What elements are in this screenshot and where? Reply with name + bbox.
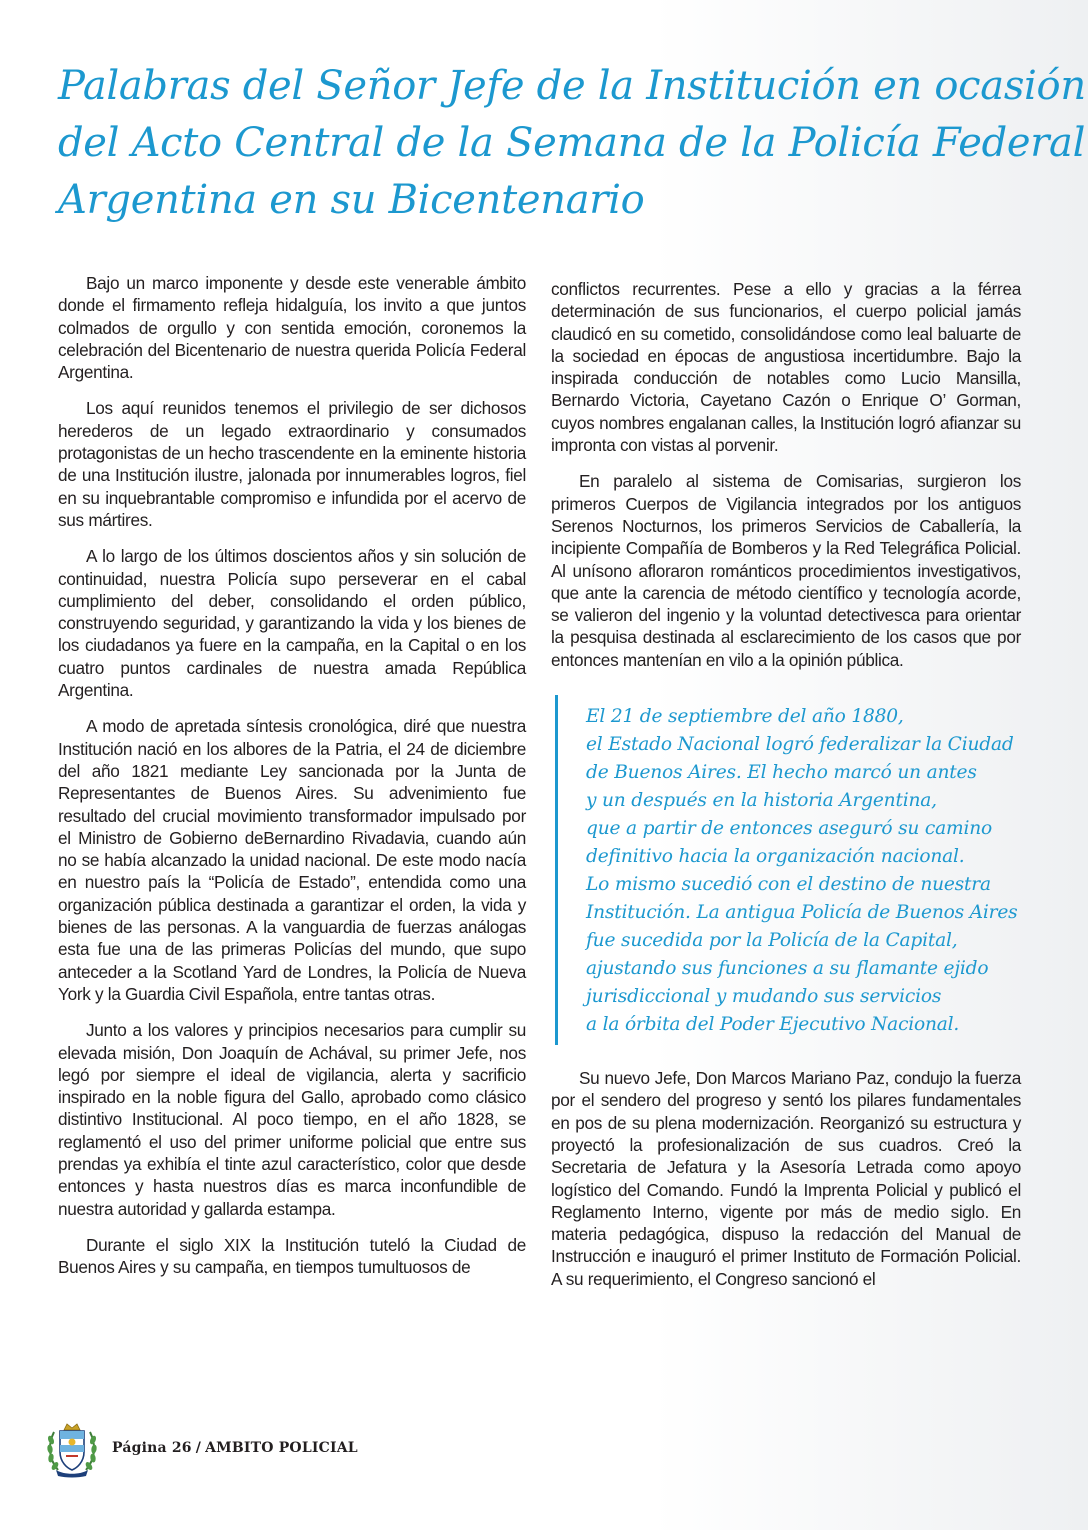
- quote-line: jurisdiccional y mudando sus servicios: [586, 986, 942, 1008]
- body-paragraph: Durante el siglo XIX la Institución tuteló la Ciudad de Buenos Aires y su campaña, en tiempos tumultuosos de: [58, 1234, 526, 1278]
- body-paragraph: Su nuevo Jefe, Don Marcos Mariano Paz, condujo la fuerza por el sendero del progreso y sentó los pilares fundamentales en pos de su plena modernización. Reorganizó su estructura y proyectó la profesionalización de sus cuadros. Creó la Secretaria de Jefatura y la Asesoría Letrada como apoyo logístico del Comando. Fundó la Imprenta Policial y publicó el Reglamento Interno, vigente por más de medio siglo. En materia pedagógica, dispuso la redacción del Manual de Instrucción e inauguró el primer Instituto de Formación Policial. A su requerimiento, el Congreso sancionó el: [551, 1068, 1021, 1289]
- body-paragraph: Los aquí reunidos tenemos el privilegio de ser dichosos herederos de un legado extraordinario y consumados protagonistas de un hecho trascendente en la eminente historia de una Institución ilustre, jalonada por innumerables logros, fiel en su inquebrantable compromiso e infundida por el acervo de sus mártires.: [58, 398, 526, 530]
- quote-line: de Buenos Aires. El hecho marcó un antes: [586, 762, 977, 784]
- police-crest-icon: [44, 1418, 100, 1478]
- publication-name: AMBITO POLICIAL: [205, 1440, 358, 1456]
- title-line: Argentina en su Bicentenario: [58, 177, 645, 223]
- body-paragraph-continuation: conflictos recurrentes. Pese a ello y gracias a la férrea determinación de sus funcionarios, el cuerpo policial jamás claudicó en su cometido, consolidándose como leal baluarte de la sociedad en épocas de angustiosa incertidumbre. Bajo la inspirada conducción de notables como Lucio Mansilla, Bernardo Victoria, Cayetano Cazón o Enrique O’ Gorman, cuyos nombres engalanan calles, la Institución logró afianzar su impronta con vistas al porvenir.: [551, 279, 1021, 456]
- quote-line: Institución. La antigua Policía de Buenos Aires: [586, 902, 1018, 924]
- body-paragraph: A modo de apretada síntesis cronológica, diré que nuestra Institución nació en los albores de la Patria, el 24 de diciembre del año 1821 mediante Ley sancionada por la Junta de Representantes de Buenos Aires. Su advenimiento fue resultado del crucial movimiento transformador impulsado por el Ministro de Gobierno deBernardino Rivadavia, cuando aún no se había alcanzado la unidad nacional. De este modo nacía en nuestro país la “Policía de Estado”, entendida como una organización pública destinada a garantizar el orden, la vida y bienes de las personas. A la vanguardia de fuerzas análogas esta fue una de las primeras Policías del mundo, que supo anteceder a la Scotland Yard de Londres, la Policía de Nueva York y la Guardia Civil Española, entre tantas otras.: [58, 716, 526, 1004]
- quote-line: El 21 de septiembre del año 1880,: [586, 706, 904, 728]
- body-paragraph: Bajo un marco imponente y desde este venerable ámbito donde el firmamento refleja hidalguía, los invito a que juntos colmados de orgullo y con sentida emoción, coronemos la celebración del Bicentenario de nuestra querida Policía Federal Argentina.: [58, 273, 526, 383]
- quote-line: que a partir de entonces aseguró su camino: [586, 818, 992, 840]
- right-column: [551, 278, 1021, 1304]
- page-label: [112, 1440, 358, 1456]
- quote-line: Lo mismo sucedió con el destino de nuestra: [586, 874, 991, 896]
- article-title: [58, 58, 1086, 229]
- left-column: [58, 272, 526, 1292]
- quote-line: fue sucedida por la Policía de la Capital,: [586, 930, 958, 952]
- quote-line: el Estado Nacional logró federalizar la Ciudad: [586, 734, 1014, 756]
- body-paragraph: Junto a los valores y principios necesarios para cumplir su elevada misión, Don Joaquín de Achával, su primer Jefe, nos legó por siempre el ideal de vigilancia, alerta y sacrificio inspirado en la noble figura del Gallo, aprobado como clásico distintivo Institucional. Al poco tiempo, en el año 1828, se reglamentó el uso del primer uniforme policial que entre sus prendas ya exhibía el tinte azul característico, color que desde entonces y hasta nuestros días es marca inconfundible de nuestra autoridad y gallarda estampa.: [58, 1020, 526, 1219]
- quote-line: definitivo hacia la organización nacional.: [586, 846, 965, 868]
- body-paragraph: En paralelo al sistema de Comisarias, surgieron los primeros Cuerpos de Vigilancia integrados por los antiguos Serenos Nocturnos, los primeros Servicios de Caballería, la incipiente Compañía de Bomberos y la Red Telegráfica Policial. Al unísono afloraron románticos procedimientos investigativos, que ante la carencia de método científico y tecnología acorde, se valieron del ingenio y la voluntad detectivesca para orientar la pesquisa destinada al esclarecimiento de los casos que por entonces mantenían en vilo a la opinión pública.: [551, 471, 1021, 670]
- quote-line: ajustando sus funciones a su flamante ejido: [586, 958, 989, 980]
- title-line: Palabras del Señor Jefe de la Institución en ocasión: [58, 63, 1086, 109]
- title-line: del Acto Central de la Semana de la Policía Federal: [58, 120, 1086, 166]
- body-paragraph: A lo largo de los últimos doscientos años y sin solución de continuidad, nuestra Policía supo perseverar en el cabal cumplimiento del deber, consolidando el orden público, construyendo seguridad, y garantizando la vida y los bienes de los ciudadanos ya fuere en la campaña, en la Capital o en los cuatro puntos cardinales de nuestra amada República Argentina.: [58, 546, 526, 701]
- quote-line: y un después en la historia Argentina,: [586, 790, 937, 812]
- quote-line: a la órbita del Poder Ejecutivo Nacional.: [586, 1014, 960, 1036]
- page-footer: [44, 1418, 358, 1478]
- footer-separator: /: [195, 1440, 202, 1456]
- pull-quote: [555, 695, 1021, 1045]
- page-number: Página 26: [112, 1440, 192, 1456]
